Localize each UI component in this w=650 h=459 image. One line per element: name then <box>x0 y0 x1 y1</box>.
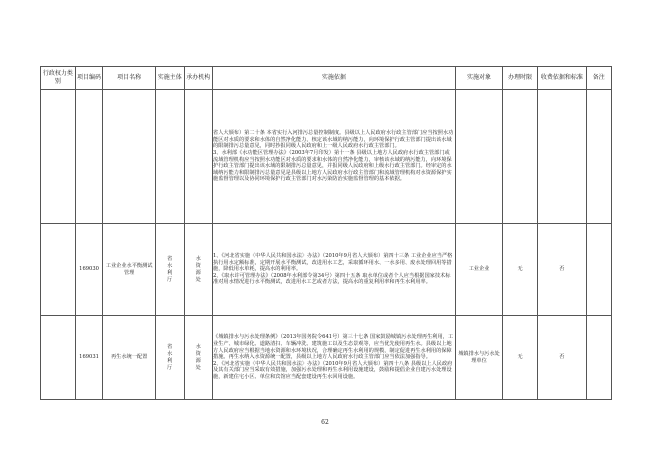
cell-time-limit: 无 <box>503 224 538 316</box>
cell-category <box>41 316 76 400</box>
cell-fee <box>538 90 587 224</box>
header-agency: 承办机构 <box>184 67 212 90</box>
cell-agency-text: 水资源处 <box>195 255 201 283</box>
cell-code: 169031 <box>75 316 102 400</box>
table-row <box>41 316 612 400</box>
cell-basis: 1、《河北省实施〈中华人民共和国水法〉办法》（2010年9月省人大颁布）第四十三条 工业企业应当严格执行用水定额标准，定期开展水平衡测试，改进用水工艺，采取循环用水、一水多用、废水处理回用等措施，降低用水单耗，提高水的利用率。 2、《取水许可管理办法》（2008年水利部令第34号）第四十五条 取水单位或者个人应当根据国家技术标准对用水情况进行水平衡测试，改进用水工艺或者方法，提高水的重复利用率和再生水利用率。 <box>213 224 456 316</box>
cell-agency <box>184 90 212 224</box>
cell-subject-text: 省水利厅 <box>167 343 173 371</box>
cell-agency <box>184 316 212 400</box>
cell-target: 工业企业 <box>455 224 502 316</box>
table-row <box>41 90 612 224</box>
administrative-power-table <box>40 66 612 400</box>
cell-subject <box>156 90 184 224</box>
cell-name <box>103 90 156 224</box>
cell-fee: 否 <box>538 224 587 316</box>
cell-subject <box>156 316 184 400</box>
header-target: 实施对象 <box>455 67 502 90</box>
header-category: 行政权力类别 <box>41 67 76 90</box>
cell-target: 城镇排水与污水处理单位 <box>455 316 502 400</box>
cell-basis: 省人大颁布）第二十条 本省实行入河排污总量控制制度。县级以上人民政府水行政主管部门应当按照水功能区对水质的要求和水体的自然净化能力，核定该水域的纳污能力，向环境保护行政主管部门提出该水域的限制排污总量意见，同时抄报同级人民政府和上一级人民政府水行政主管部门。 3、水利部《水功能区管理办法》（2003年7月印发）第十一条 县级以上地方人民政府水行政主管部门或流域管理机构应当按照水功能区对水质的要求和水体的自然净化能力，审核该水域的纳污能力，向环境保护行政主管部门提出该水域的限制排污总量意见，并报同级人民政府和上级水行政主管部门。经审定的水域纳污能力和限制排污总量意见是县级以上地方人民政府水行政主管部门和流域管理机构对水资源保护实施监督管理以及协同环境保护行政主管部门对水污染防治实施监督管理的基本依据。 <box>213 90 456 224</box>
cell-agency-text: 水资源处 <box>195 343 201 371</box>
cell-time-limit <box>503 90 538 224</box>
header-remarks: 备注 <box>586 67 611 90</box>
cell-category <box>41 224 76 316</box>
cell-subject <box>156 224 184 316</box>
page-number: 62 <box>321 419 329 426</box>
cell-category <box>41 90 76 224</box>
cell-name: 工业企业水平衡测试管理 <box>103 224 156 316</box>
cell-target <box>455 90 502 224</box>
cell-remarks <box>586 90 611 224</box>
header-fee: 收费依据和标准 <box>538 67 587 90</box>
cell-time-limit: 无 <box>503 316 538 400</box>
cell-agency <box>184 224 212 316</box>
header-name: 项目名称 <box>103 67 156 90</box>
cell-remarks <box>586 224 611 316</box>
cell-subject-text: 省水利厅 <box>167 255 173 283</box>
table-row <box>41 224 612 316</box>
header-time-limit: 办理时限 <box>503 67 538 90</box>
cell-code: 169030 <box>75 224 102 316</box>
cell-basis: 《城镇排水与污水处理条例》（2013年国务院令641号）第三十七条 国家鼓励城镇污水处理再生利用，工业生产、城市绿化、道路清扫、车辆冲洗、建筑施工以及生态景观等，应当优先使用再生水。县级以上地方人民政府应当根据当地水资源和水环境状况，合理确定再生水利用的规模，制定促进再生水利用的保障措施。再生水纳入水资源统一配置，县级以上地方人民政府水行政主管部门应当依法加强指导。 2、《河北省实施〈中华人民共和国水法〉办法》（2010年9月省人大颁布）第四十八条 县级以上人民政府及其有关部门应当采取有效措施，加强污水处理和再生水利用设施建设，鼓励和提倡企业自建污水处理设施，新建住宅小区、单位和宾馆应当配套建设再生水回用设施。 <box>213 316 456 400</box>
cell-remarks <box>586 316 611 400</box>
header-subject: 实施主体 <box>156 67 184 90</box>
cell-fee: 否 <box>538 316 587 400</box>
cell-name: 再生水统一配置 <box>103 316 156 400</box>
cell-code <box>75 90 102 224</box>
header-basis: 实施依据 <box>213 67 456 90</box>
header-code: 项目编码 <box>75 67 102 90</box>
header-row <box>41 67 612 90</box>
